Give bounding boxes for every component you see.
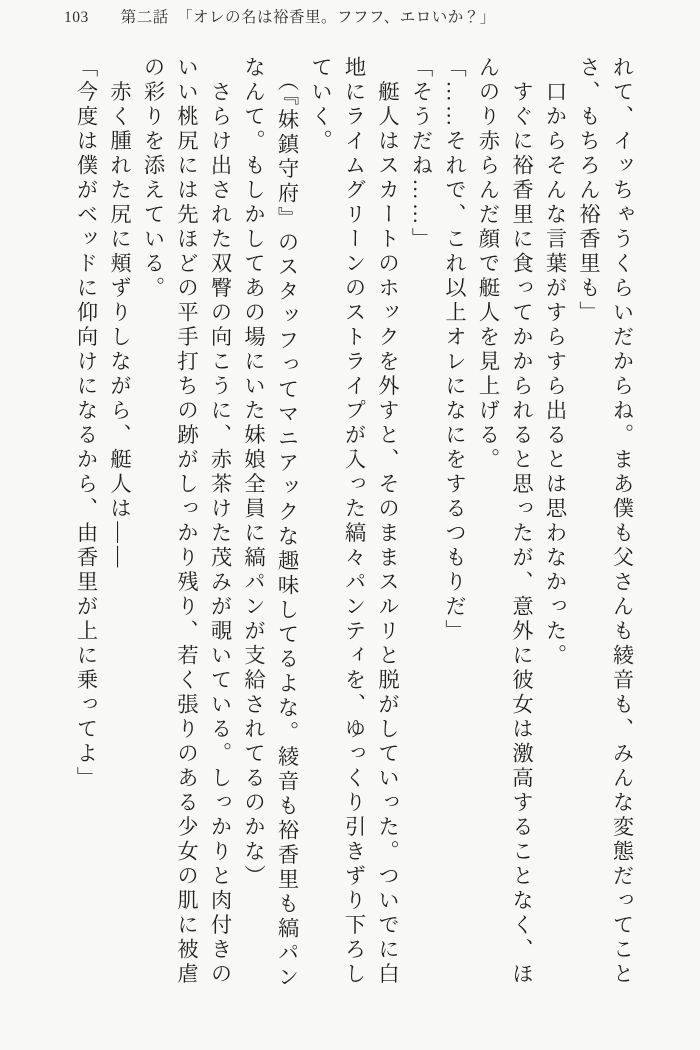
page-number: 103	[64, 9, 89, 26]
page-body	[66, 56, 638, 1000]
paragraph: 「今度は僕がベッドに仰向けになるから、由香里が上に乗ってよ」	[74, 56, 98, 791]
paragraph: （『妹鎮守府』のスタッフってマニアックな趣味してるよな。綾音も裕香里も縞パンなんて。もしかしてあの場にいた妹娘全員に縞パンが支給されてるのかな）	[241, 56, 299, 991]
paragraph: 艇人はスカートのホックを外すと、そのままスルリと脱がしていった。ついでに白地にライムグリーンのストライプが入った縞々パンティを、ゆっくり引きずり下ろしていく。	[308, 56, 400, 987]
paragraph: 口からそんな言葉がすらすら出るとは思わなかった。	[543, 56, 567, 669]
paragraph: 「そうだね……」	[409, 56, 433, 252]
paragraph: さらけ出された双臀の向こうに、赤茶けた茂みが覗いている。しっかりと肉付きのいい桃尻には先ほどの平手打ちの跡がしっかり残り、若く張りのある少女の肌に被虐の彩りを添えている。	[141, 56, 232, 987]
page-header	[64, 5, 496, 27]
chapter-title: 第二話 「オレの名は裕香里。フフフ、エロいか？」	[120, 9, 496, 26]
paragraph: すぐに裕香里に食ってかかられると思ったが、意外に彼女は激高することなく、ほんのり赤らんだ顔で艇人を見上げる。	[476, 56, 534, 987]
paragraph: 「……それで、これ以上オレになにをするつもりだ」	[442, 56, 467, 644]
paragraph: 赤く腫れた尻に頬ずりしながら、艇人は――	[107, 56, 132, 571]
paragraph: れて、イッちゃうくらいだからね。まあ僕も父さんも綾音も、みんな変態だってことさ、もちろん裕香里も」	[576, 56, 634, 987]
